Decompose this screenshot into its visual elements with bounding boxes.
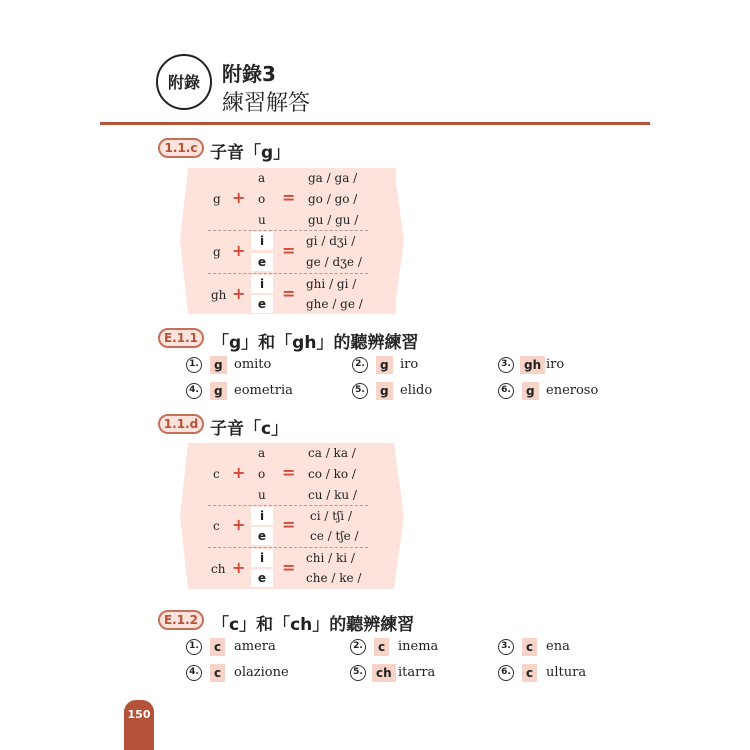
word-rest: eometria [234, 383, 293, 398]
consonant: ch [211, 562, 226, 576]
equals-sign: = [282, 284, 296, 303]
result: chi / ki / [306, 551, 355, 565]
item-number: 2. [350, 639, 366, 655]
equals-sign: = [282, 558, 296, 577]
exercise-tag: E.1.2 [158, 610, 204, 630]
row-divider [208, 505, 368, 506]
section-title: 子音「g」 [210, 143, 291, 163]
item-number: 4. [186, 665, 202, 681]
word-rest: iro [546, 357, 565, 372]
equals-sign: = [282, 463, 296, 482]
word-rest: ena [546, 639, 570, 654]
result: che / ke / [306, 571, 362, 585]
item-number: 5. [350, 665, 366, 681]
answer-box: c [522, 664, 537, 682]
row-divider [208, 273, 368, 274]
appendix-badge-label: 附錄 [167, 73, 200, 92]
plus-sign: + [232, 188, 246, 207]
word-rest: amera [234, 639, 276, 654]
vowel: u [258, 488, 266, 502]
result: ci / tʃi / [310, 509, 353, 523]
word-rest: elido [400, 383, 433, 398]
result: co / ko / [308, 467, 356, 481]
word-rest: inema [398, 639, 439, 654]
consonant: c [213, 519, 220, 533]
answer-box: ch [372, 664, 396, 682]
item-number: 4. [186, 383, 202, 399]
answer-box: g [376, 356, 393, 374]
vowel-box: e [251, 527, 273, 545]
consonant: gh [211, 288, 227, 302]
item-number: 6. [498, 383, 514, 399]
exercise-tag: E.1.1 [158, 328, 204, 348]
vowel: o [258, 192, 266, 206]
consonant: g [213, 245, 221, 259]
item-number: 3. [498, 357, 514, 373]
item-number: 1. [186, 357, 202, 373]
plus-sign: + [232, 284, 246, 303]
exercise-title: 「c」和「ch」的聽辨練習 [212, 615, 415, 635]
vowel: o [258, 467, 266, 481]
result: gi / dʒi / [306, 234, 356, 248]
result: cu / ku / [308, 488, 357, 502]
word-rest: eneroso [546, 383, 599, 398]
section-tag: 1.1.c [158, 138, 204, 158]
answer-box: c [210, 664, 225, 682]
word-rest: ultura [546, 665, 587, 680]
page-subtitle: 練習解答 [222, 91, 311, 116]
item-number: 5. [352, 383, 368, 399]
vowel-box: e [251, 295, 273, 313]
section-tag: 1.1.d [158, 414, 204, 434]
row-divider [208, 547, 368, 548]
exercise-title: 「g」和「gh」的聽辨練習 [212, 333, 419, 353]
answer-box: c [522, 638, 537, 656]
word-rest: iro [400, 357, 419, 372]
answer-box: g [376, 382, 393, 400]
vowel: a [258, 446, 266, 460]
result: ge / dʒe / [306, 255, 362, 269]
vowel: a [258, 171, 266, 185]
result: ca / ka / [308, 446, 356, 460]
plus-sign: + [232, 241, 246, 260]
vowel-box: e [251, 253, 273, 271]
result: gu / gu / [308, 213, 359, 227]
result: ce / tʃe / [310, 529, 359, 543]
vowel-box: i [251, 507, 273, 525]
answer-box: gh [520, 356, 545, 374]
item-number: 2. [352, 357, 368, 373]
page-title: 附錄3 [222, 62, 276, 86]
answer-box: g [522, 382, 539, 400]
consonant: c [213, 467, 220, 481]
result: go / go / [308, 192, 358, 206]
plus-sign: + [232, 515, 246, 534]
result: ghe / ge / [306, 297, 363, 311]
section-title: 子音「c」 [210, 419, 289, 439]
vowel-box: i [251, 232, 273, 250]
plus-sign: + [232, 463, 246, 482]
equals-sign: = [282, 515, 296, 534]
page-number: 150 [127, 708, 151, 721]
vowel: u [258, 213, 266, 227]
plus-sign: + [232, 558, 246, 577]
word-rest: olazione [234, 665, 289, 680]
word-rest: itarra [398, 665, 436, 680]
equals-sign: = [282, 241, 296, 260]
word-rest: omito [234, 357, 272, 372]
answer-box: c [210, 638, 225, 656]
vowel-box: i [251, 275, 273, 293]
vowel-box: i [251, 549, 273, 567]
equals-sign: = [282, 188, 296, 207]
vowel-box: e [251, 569, 273, 587]
answer-box: c [374, 638, 389, 656]
header-rule [100, 122, 650, 125]
row-divider [208, 230, 368, 231]
result: ga / ga / [308, 171, 358, 185]
item-number: 6. [498, 665, 514, 681]
consonant: g [213, 192, 221, 206]
answer-box: g [210, 356, 227, 374]
answer-box: g [210, 382, 227, 400]
item-number: 1. [186, 639, 202, 655]
result: ghi / gi / [306, 277, 357, 291]
item-number: 3. [498, 639, 514, 655]
